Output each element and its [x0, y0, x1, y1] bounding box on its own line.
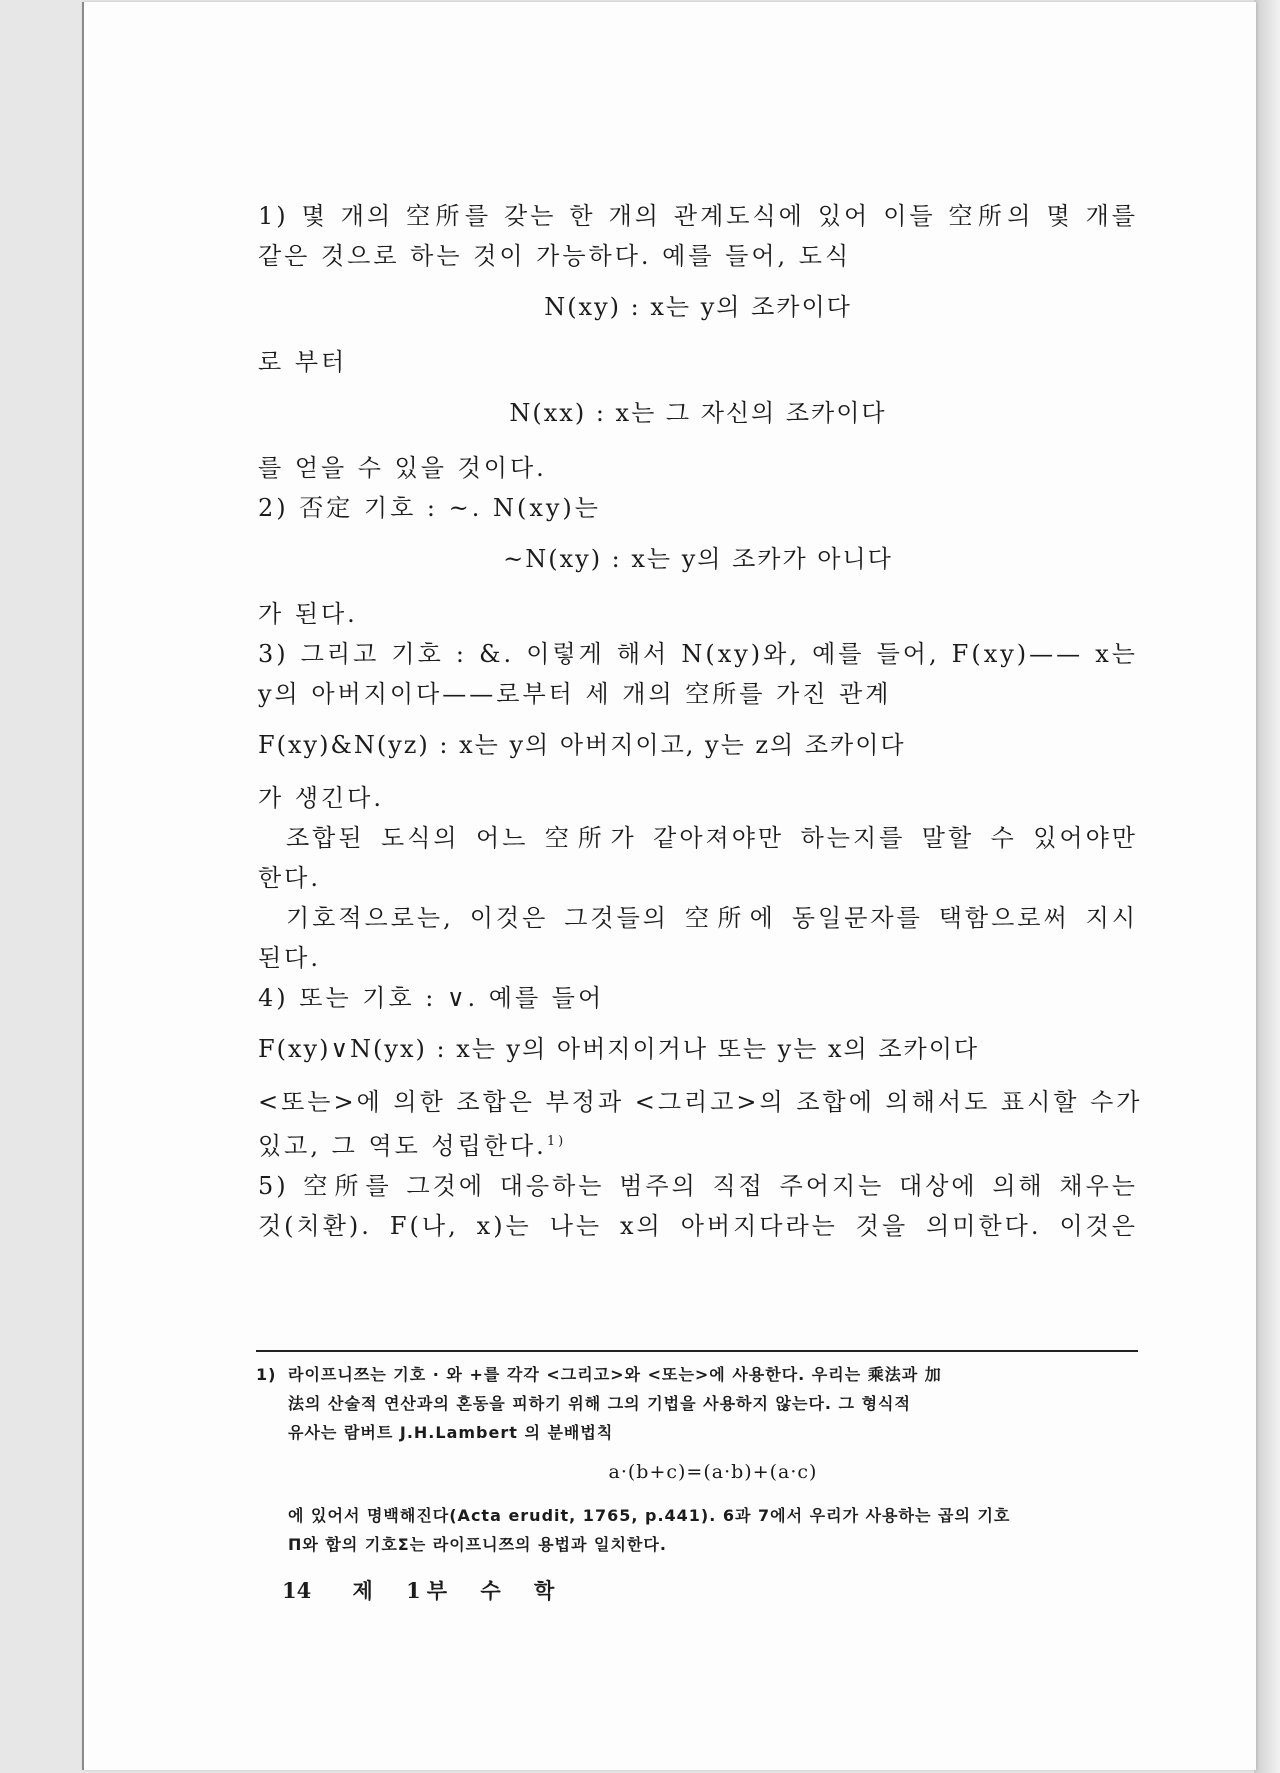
page-number: 14: [282, 1578, 312, 1603]
part-title: 제 1부 수 학: [352, 1578, 561, 1603]
paragraph-or-line-2: [258, 1122, 1138, 1166]
footnote-line-1: [256, 1360, 1138, 1389]
item-1-line-2: 같은 것으로 하는 것이 가능하다. 예를 들어, 도식: [258, 242, 852, 270]
formula-n-xx: N(xx) : x는 그 자신의 조카이다: [509, 399, 887, 427]
footnote-line-3: 유사는 람버트 J.H.Lambert 의 분배법칙: [288, 1423, 614, 1442]
footnote-number: 1): [256, 1365, 277, 1384]
paragraph-places-line-2: 한다.: [258, 864, 321, 892]
formula-f-and-n: F(xy)&N(yz) : x는 y의 아버지이고, y는 z의 조카이다: [258, 731, 906, 759]
paragraph-or-line-2-text: 있고, 그 역도 성립한다.: [258, 1132, 547, 1160]
footnote: [256, 1360, 1138, 1559]
footnote-line-2: 法의 산술적 연산과의 혼동을 피하기 위해 그의 기법을 사용하지 않는다. 그 형식적: [288, 1394, 911, 1413]
footnote-rule: [256, 1350, 1138, 1352]
formula-f-or-n: F(xy)∨N(yx) : x는 y의 아버지이거나 또는 y는 x의 조카이다: [258, 1035, 980, 1063]
text-from: 로 부터: [258, 348, 348, 376]
text-becomes: 가 된다.: [258, 600, 358, 628]
formula-not-n-xy: ~N(xy) : x는 y의 조카가 아니다: [503, 545, 893, 573]
footnote-reference: 1): [546, 1134, 567, 1149]
item-2-negation: 2) 否定 기호 : ~. N(xy)는: [258, 494, 601, 522]
paragraph-places-line-1: 조합된 도식의 어느 空所가 같아져야만 하는지를 말할 수 있어야만: [286, 824, 1138, 852]
page-footer: [282, 1575, 560, 1605]
item-1-line-1: 1) 몇 개의 空所를 갖는 한 개의 관계도식에 있어 이들 空所의 몇 개를: [258, 202, 1138, 230]
text-arises: 가 생긴다.: [258, 784, 384, 812]
text-obtain: 를 얻을 수 있을 것이다.: [258, 454, 547, 482]
footnote-line-5: Π와 합의 기호Σ는 라이프니쯔의 용법과 일치한다.: [288, 1535, 667, 1554]
formula-n-xy: N(xy) : x는 y의 조카이다: [544, 293, 852, 321]
footnote-formula: a·(b+c)=(a·b)+(a·c): [608, 1461, 818, 1483]
paragraph-symbolic-line-2: 된다.: [258, 944, 321, 972]
page-body: [258, 196, 1143, 1246]
item-3-line-2: y의 아버지이다——로부터 세 개의 空所를 가진 관계: [258, 680, 892, 708]
paragraph-or-line-1: <또는>에 의한 조합은 부정과 <그리고>의 조합에 의해서도 표시할 수가: [258, 1088, 1143, 1116]
page-edge-shadow: [1254, 0, 1280, 1773]
paragraph-symbolic-line-1: 기호적으로는, 이것은 그것들의 空所에 동일문자를 택함으로써 지시: [286, 904, 1138, 932]
item-5-line-2: 것(치환). F(나, x)는 나는 x의 아버지다라는 것을 의미한다. 이것은: [258, 1212, 1138, 1240]
footnote-line-4: 에 있어서 명백해진다(Acta erudit, 1765, p.441). 6과 7에서 우리가 사용하는 곱의 기호: [288, 1506, 1011, 1525]
footnote-line-1-text: 라이프니쯔는 기호 · 와 +를 각각 <그리고>와 <또는>에 사용한다. 우리는 乘法과 加: [288, 1365, 942, 1384]
item-5-line-1: 5) 空所를 그것에 대응하는 범주의 직접 주어지는 대상에 의해 채우는: [258, 1172, 1138, 1200]
item-3-line-1: 3) 그리고 기호 : &. 이렇게 해서 N(xy)와, 예를 들어, F(xy)—— x는: [258, 640, 1138, 668]
item-4-or: 4) 또는 기호 : ∨. 예를 들어: [258, 984, 605, 1012]
